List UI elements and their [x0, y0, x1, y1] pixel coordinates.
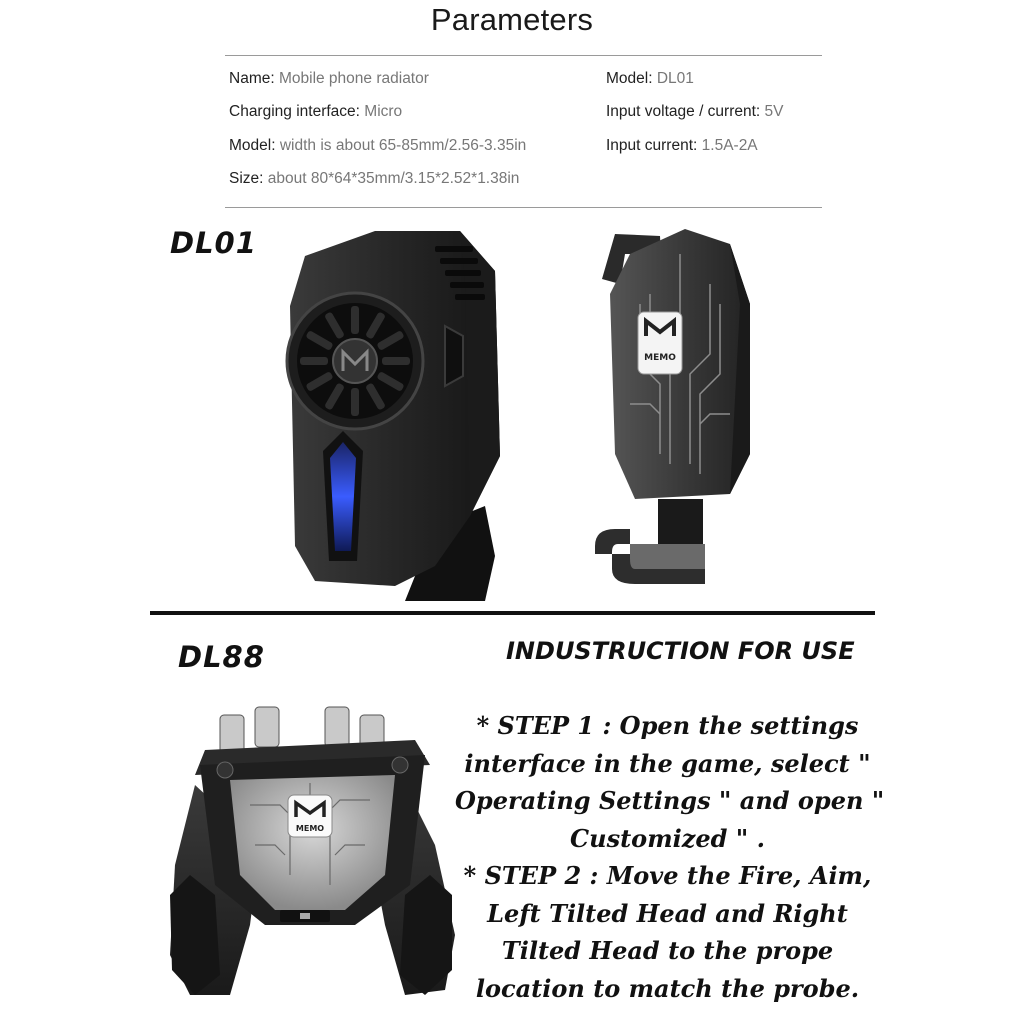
dl88-label: DL88 — [178, 640, 265, 674]
param-input-current — [606, 137, 758, 155]
instruction-line: * STEP 1 : Open the settings — [476, 711, 859, 740]
instruction-line: location to match the probe. — [475, 973, 860, 1003]
param-model — [606, 70, 694, 88]
param-input-voltage — [606, 103, 784, 121]
instruction-line: * STEP 2 : Move the Fire, Aim, — [463, 861, 872, 890]
param-value: DL01 — [656, 70, 694, 87]
param-label: Input current: — [606, 137, 698, 154]
dl88-logo-text: MEMO — [295, 824, 325, 833]
param-charging-interface — [229, 103, 402, 121]
param-label: Input voltage / current: — [606, 103, 761, 120]
param-label: Model: — [229, 137, 276, 154]
param-size — [229, 170, 519, 188]
params-divider — [225, 207, 822, 208]
param-value: about 80*64*35mm/3.15*2.52*1.38in — [267, 170, 520, 187]
param-value: Micro — [364, 103, 403, 120]
param-value: 5V — [764, 103, 784, 120]
dl88-controller-image — [160, 695, 465, 1015]
page-title: Parameters — [430, 2, 594, 37]
param-value: width is about 65-85mm/2.56-3.35in — [279, 137, 527, 154]
param-label: Model: — [606, 70, 653, 87]
param-value: 1.5A-2A — [701, 137, 758, 154]
param-label: Charging interface: — [229, 103, 360, 120]
param-label: Size: — [229, 170, 264, 187]
param-model-width — [229, 137, 526, 155]
dl01-front-image — [285, 226, 515, 606]
section-divider — [150, 611, 875, 615]
instruction-line: Left Tilted Head and Right — [487, 898, 848, 928]
param-label: Name: — [229, 70, 275, 87]
top-divider — [225, 55, 822, 56]
instruction-line: Operating Settings " and open " — [455, 786, 885, 815]
dl01-logo-text: MEMO — [644, 353, 676, 363]
instructions-heading: INDUSTRUCTION FOR USE — [506, 637, 855, 665]
instruction-line: Customized " . — [570, 823, 765, 853]
param-value: Mobile phone radiator — [278, 70, 429, 87]
param-name — [229, 70, 429, 88]
dl01-label: DL01 — [170, 226, 257, 260]
instructions-text — [455, 707, 885, 1007]
instruction-line: Tilted Head to the prope — [501, 936, 834, 965]
dl01-back-image — [590, 224, 765, 594]
instruction-line: interface in the game, select " — [464, 748, 871, 778]
